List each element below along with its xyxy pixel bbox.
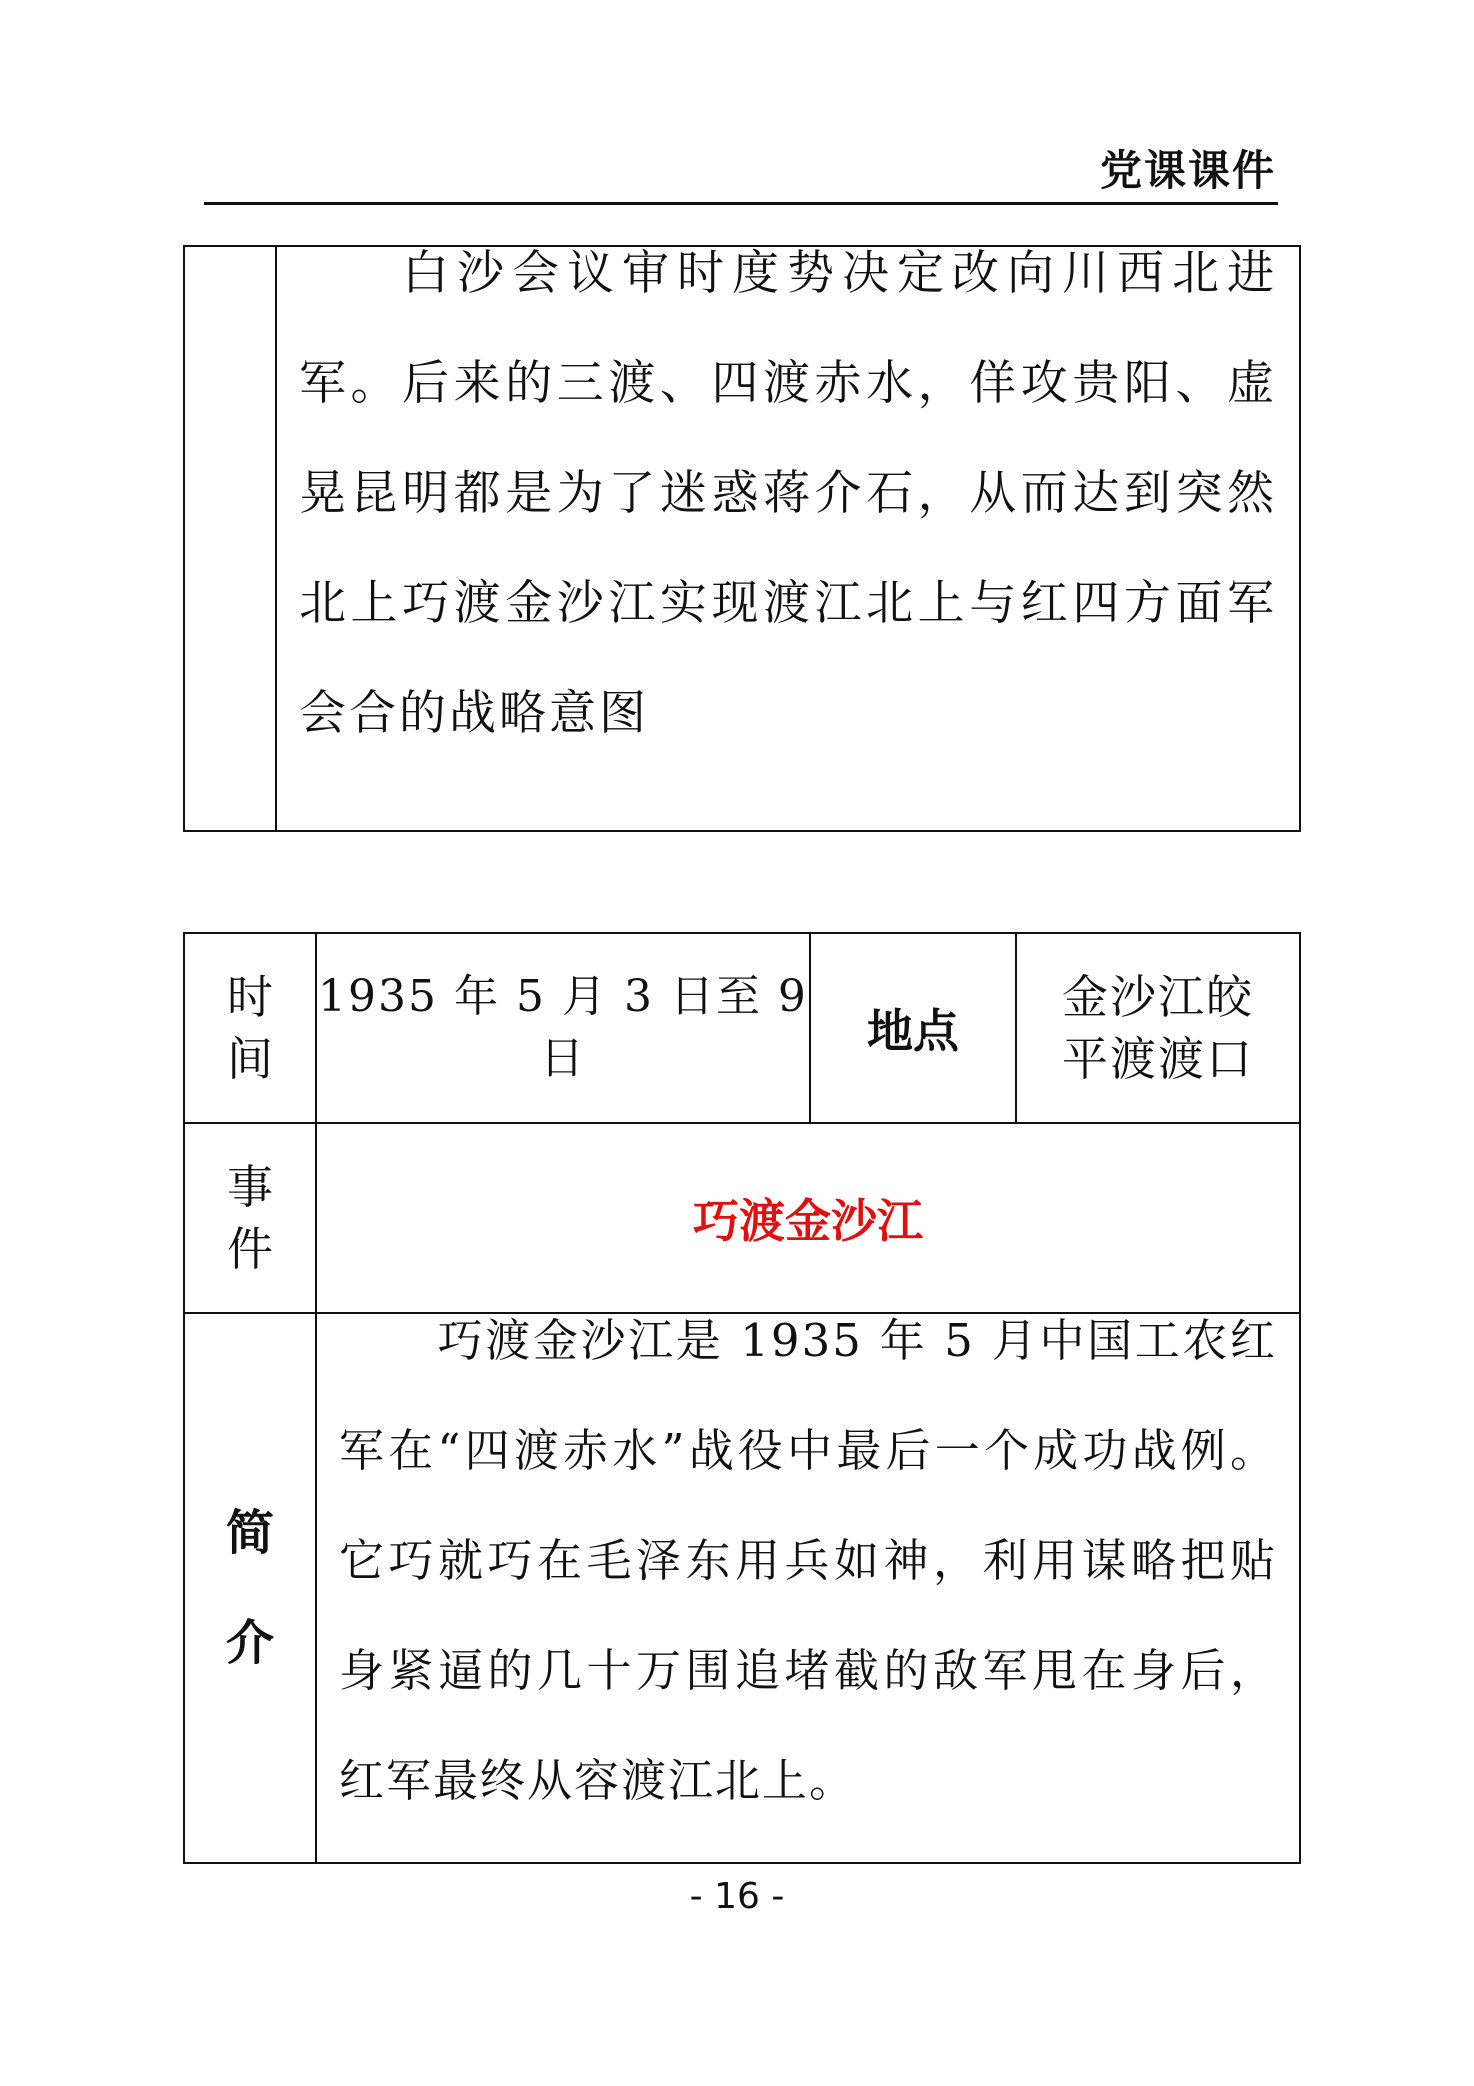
page-number: - 16 -	[689, 1876, 785, 1917]
continuation-body-cell	[276, 246, 1300, 831]
event-label: 事件	[184, 1123, 316, 1313]
location-value	[1016, 933, 1300, 1123]
event-table	[183, 932, 1301, 1864]
event-title: 巧渡金沙江	[316, 1123, 1300, 1313]
intro-text: 巧渡金沙江是 1935 年 5 月中国工农红军在“四渡赤水”战役中最后一个成功战例。它巧就巧在毛泽东用兵如神，利用谋略把贴身紧逼的几十万围追堵截的敌军甩在身后，红军最终从容渡江北上。	[339, 1314, 1277, 1807]
time-value: 1935 年 5 月 3 日至 9 日	[316, 933, 810, 1123]
time-label: 时间	[184, 933, 316, 1123]
continuation-label-cell	[184, 246, 276, 831]
intro-body-cell	[316, 1313, 1300, 1863]
intro-label: 简介	[184, 1313, 316, 1863]
intro-paragraph	[317, 1286, 1299, 1836]
continuation-paragraph	[277, 219, 1299, 769]
location-label: 地点	[810, 933, 1016, 1123]
header-rule	[204, 202, 1278, 205]
continuation-table	[183, 245, 1301, 832]
header-title: 党课课件	[1099, 146, 1276, 195]
continuation-text: 白沙会议审时度势决定改向川西北进军。后来的三渡、四渡赤水，佯攻贵阳、虚晃昆明都是为了迷惑蒋介石，从而达到突然北上巧渡金沙江实现渡江北上与红四方面军会合的战略意图	[299, 246, 1277, 741]
location-text: 金沙江皎平渡渡口	[1062, 970, 1254, 1086]
